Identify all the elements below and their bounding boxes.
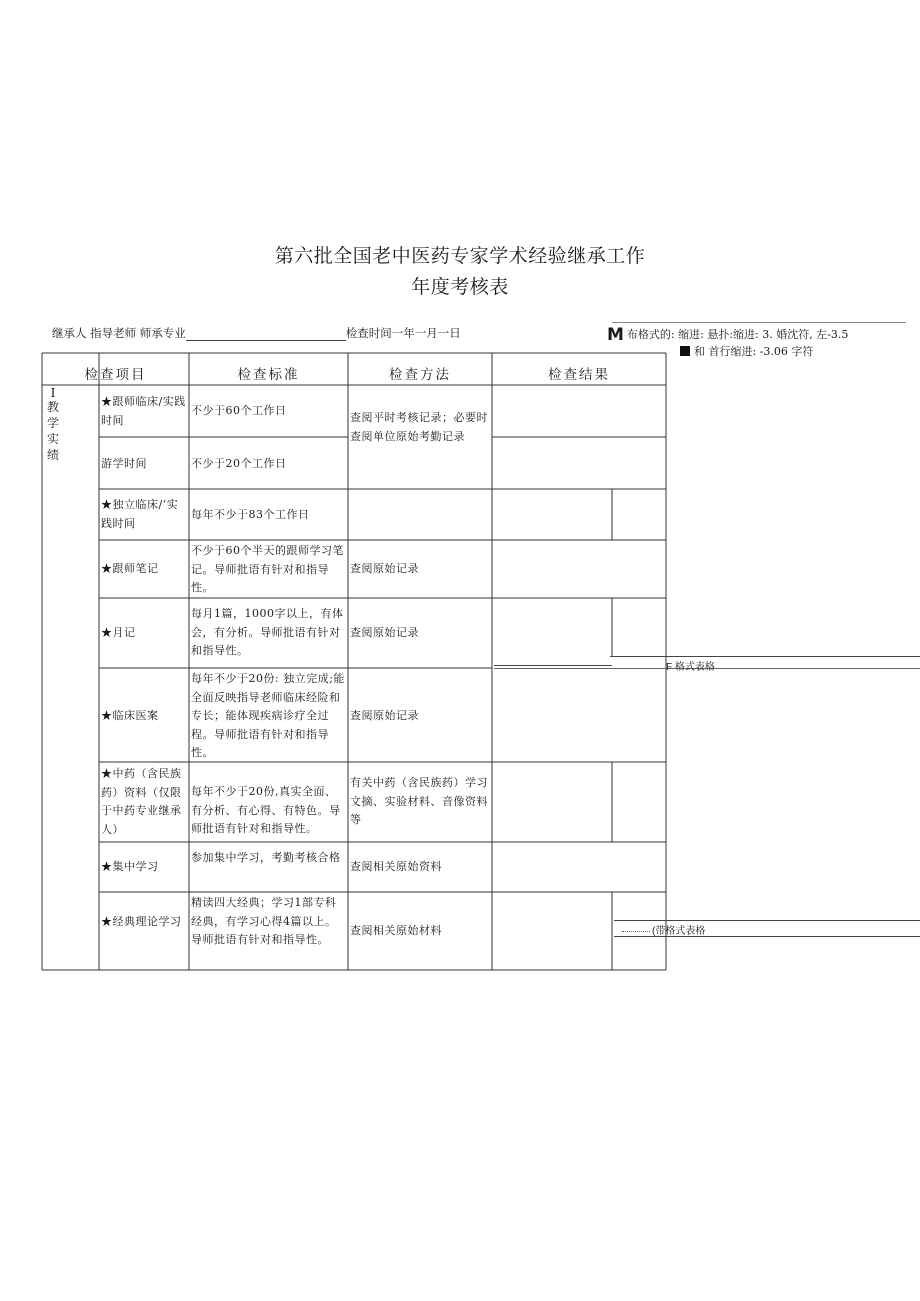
table-row-method: 查阅原始记录 <box>350 562 419 575</box>
table-row-standard: 不少于60个工作日 <box>191 404 287 417</box>
table-row-method: 查阅相关原始资料 <box>350 860 442 873</box>
table-row-item: ★独立临床/‘实践时间 <box>101 498 179 530</box>
header-check-item: 检查项目 <box>84 367 147 383</box>
document-title: 第六批全国老中医药专家学术经验继承工作 <box>274 245 646 267</box>
table-row-method: 查阅原始记录 <box>350 626 419 639</box>
table-row-item: ★临床医案 <box>101 709 159 722</box>
table-row-method: 查阅原始记录 <box>350 709 419 722</box>
note-2-text: 和 首行缩进: -3.06 字符 <box>694 345 814 358</box>
table-row-method: 查阅相关原始材料 <box>350 924 442 937</box>
document-subtitle: 年度考核表 <box>411 276 509 298</box>
square-bullet-icon <box>680 346 690 356</box>
format-note-1 <box>607 325 848 345</box>
table-row-standard: 每年不少于20份: 独立完成;能全面反映指导老师临床经险和专长；能体现疾病诊疗全过程。导师批语有针对和指导性。 <box>191 672 345 759</box>
category-char: 实 <box>46 432 59 446</box>
category-char: 学 <box>46 416 59 430</box>
comment-connector-line <box>610 656 920 657</box>
format-table-comment-2 <box>622 922 705 937</box>
dotted-leader <box>622 931 650 932</box>
category-mark: I <box>50 386 56 400</box>
info-blank-line <box>186 328 346 341</box>
table-row-standard: 不少于60个半天的跟师学习笔记。导师批语有针对和指导性。 <box>191 544 344 594</box>
comment-connector-line <box>494 665 612 666</box>
category-char: 绩 <box>46 448 59 462</box>
info-line <box>52 325 461 341</box>
comment-rule <box>612 322 906 323</box>
table-row-item: ★跟师临床/实践时间 <box>101 395 186 427</box>
note-mark: M <box>607 325 624 345</box>
merged-method-cell: 查阅平时考核记录；必要时查阅单位原始考勤记录 <box>350 411 488 443</box>
table-row-standard: 精读四大经典；学习1部专科经典，有学习心得4篇以上。导师批语有针对和指导性。 <box>191 896 337 946</box>
inspection-date-label: 检查时间一年一月一日 <box>345 326 461 340</box>
table-row-standard: 参加集中学习，考勤考核合格 <box>191 851 341 864</box>
table-row-item: ★经典理论学习 <box>101 915 182 928</box>
table-row-item: ★跟师笔记 <box>101 562 159 575</box>
table-row-item: 游学时间 <box>101 457 147 470</box>
note-1-text: 布格式的: 缩进: 悬扑:缩进: 3. 婚沈符, 左-3.5 <box>626 328 849 341</box>
table-row-item: ★集中学习 <box>101 860 159 873</box>
format-note-2 <box>680 343 813 359</box>
table-row-standard: 每月1篇，1000字以上，有体会，有分析。导师批语有针对和指导性。 <box>191 607 344 657</box>
table-row-standard: 每年不少于83个工作日 <box>191 508 310 521</box>
table-row-item: ★中药（含民族药）资料（仅限于中药专业继承人） <box>101 767 182 836</box>
table-row-standard: 不少于20个工作日 <box>191 457 287 470</box>
header-check-standard: 检查标准 <box>237 367 300 383</box>
category-teaching-achievements <box>45 387 61 463</box>
category-char: 教 <box>46 400 59 414</box>
header-check-method: 检查方法 <box>389 367 451 383</box>
comment-2-text: (带格式表格 <box>652 926 706 937</box>
table-row-standard: 每年不少于20份,真实全面、有分析、有心得、有特色。导师批语有针对和指导性。 <box>191 785 341 835</box>
comment-connector-line <box>614 920 920 921</box>
table-row-method: 有关中药（含民族药）学习文摘、实验材料、音像资料等 <box>350 776 488 826</box>
table-row-item: ★月记 <box>101 626 136 639</box>
header-check-result: 检查结果 <box>548 367 610 383</box>
format-table-comment: F 格式表格 <box>666 662 715 673</box>
info-left-labels: 继承人 指导老师 师承专业 <box>52 326 186 340</box>
